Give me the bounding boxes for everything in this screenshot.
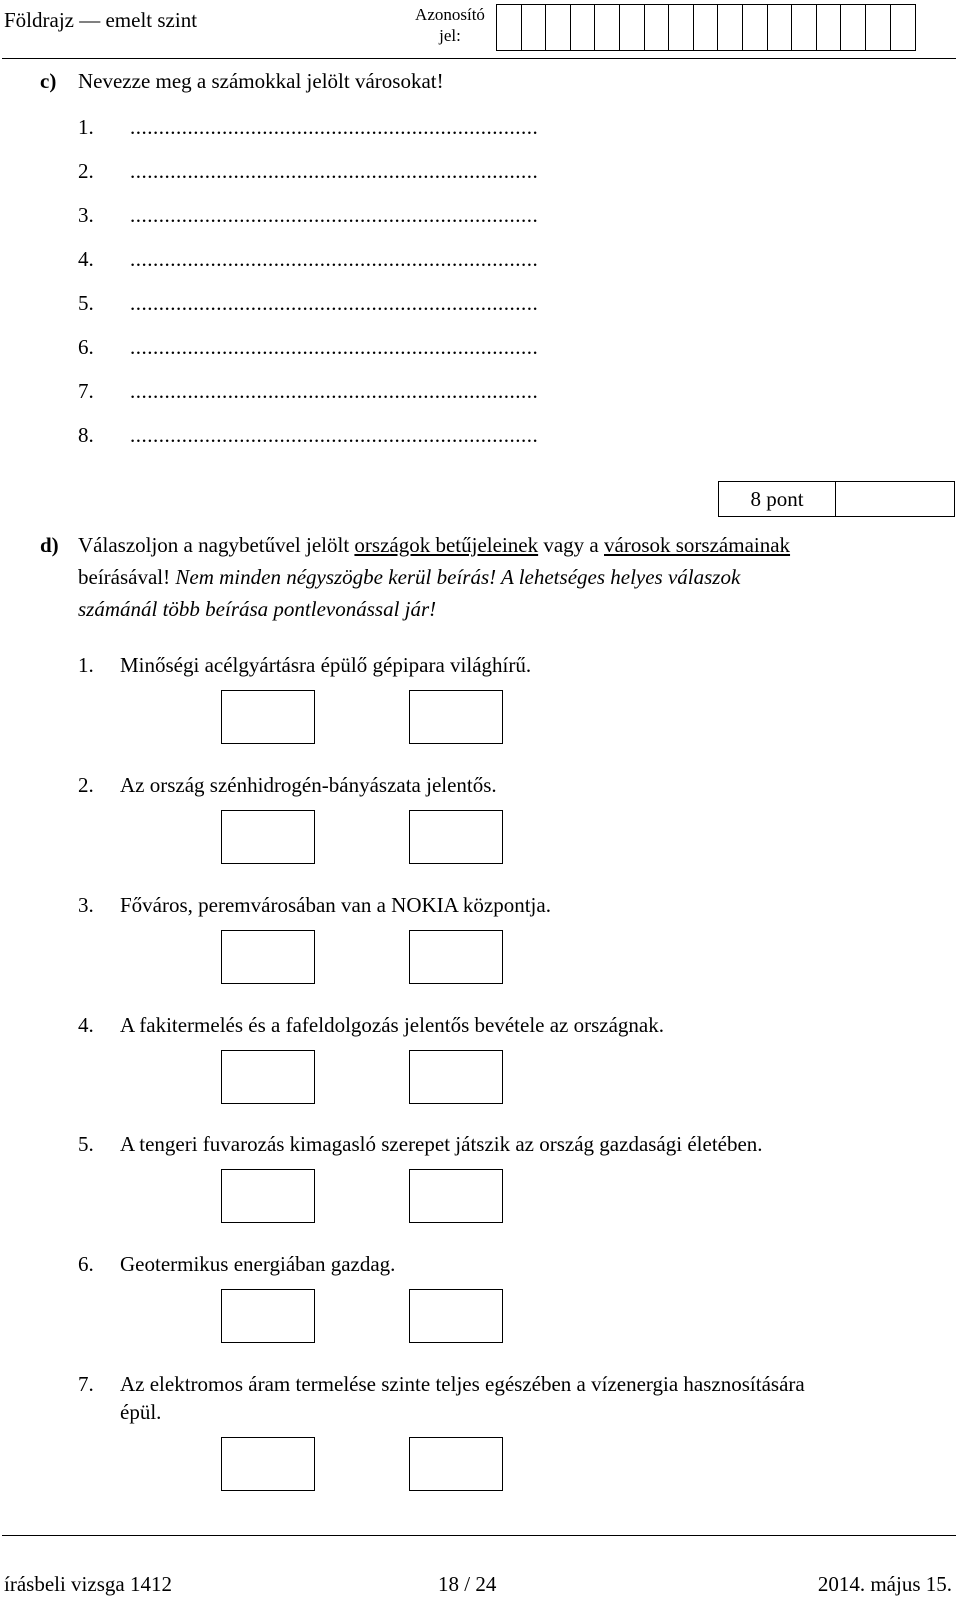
id-cell[interactable] (792, 5, 817, 50)
id-cell[interactable] (768, 5, 793, 50)
footer-divider (2, 1535, 956, 1536)
header-title: Földrajz — emelt szint (4, 8, 198, 32)
city-answer-line[interactable]: ....................................................................... (130, 159, 539, 183)
city-number: 5. (78, 291, 94, 315)
footer-page-number: 18 / 24 (438, 1572, 497, 1596)
part-c-question: Nevezze meg a számokkal jelölt városokat! (78, 69, 444, 93)
answer-box[interactable] (409, 1169, 503, 1223)
points-score-field[interactable] (836, 482, 954, 516)
statement-text: A fakitermelés és a fafeldolgozás jelentős bevétele az országnak. (120, 1013, 665, 1037)
id-cell[interactable] (497, 5, 522, 50)
header-divider (2, 58, 956, 59)
answer-box[interactable] (409, 810, 503, 864)
statement-number: 7. (78, 1372, 94, 1396)
statement-text: A tengeri fuvarozás kimagasló szerepet játszik az ország gazdasági életében. (120, 1132, 763, 1156)
answer-box[interactable] (221, 690, 315, 744)
points-box (718, 481, 955, 517)
id-cell[interactable] (866, 5, 891, 50)
city-number: 6. (78, 335, 94, 359)
answer-box[interactable] (409, 690, 503, 744)
answer-box[interactable] (409, 1437, 503, 1491)
statement-text: Az ország szénhidrogén-bányászata jelentős. (120, 773, 497, 797)
city-number: 4. (78, 247, 94, 271)
part-d-letter: d) (40, 533, 59, 557)
city-answer-line[interactable]: ....................................................................... (130, 247, 539, 271)
answer-box[interactable] (221, 930, 315, 984)
footer-date: 2014. május 15. (817, 1572, 952, 1596)
statement-text: Főváros, peremvárosában van a NOKIA központja. (120, 893, 551, 917)
part-d-instruction: beírásával! Nem minden négyszögbe kerül beírás! A lehetséges helyes válaszok (78, 565, 741, 589)
city-number: 7. (78, 379, 94, 403)
city-number: 8. (78, 423, 94, 447)
part-d-instruction-2: számánál több beírása pontlevonással jár! (78, 597, 437, 621)
id-cell[interactable] (645, 5, 670, 50)
city-answer-line[interactable]: ....................................................................... (130, 379, 539, 403)
answer-box[interactable] (409, 1050, 503, 1104)
city-answer-line[interactable]: ....................................................................... (130, 203, 539, 227)
answer-box[interactable] (221, 1289, 315, 1343)
city-answer-line[interactable]: ....................................................................... (130, 115, 539, 139)
id-cell[interactable] (595, 5, 620, 50)
points-label: 8 pont (719, 482, 836, 516)
statement-text: Geotermikus energiában gazdag. (120, 1252, 396, 1276)
statement-number: 3. (78, 893, 94, 917)
answer-box[interactable] (221, 1050, 315, 1104)
id-label: Azonosító jel: (415, 5, 485, 45)
city-number: 2. (78, 159, 94, 183)
id-cell[interactable] (620, 5, 645, 50)
answer-box[interactable] (409, 930, 503, 984)
id-cell[interactable] (817, 5, 842, 50)
statement-text: Minőségi acélgyártásra épülő gépipara világhírű. (120, 653, 532, 677)
statement-text-continued: épül. (120, 1400, 162, 1424)
id-cell[interactable] (669, 5, 694, 50)
statement-number: 4. (78, 1013, 94, 1037)
statement-number: 6. (78, 1252, 94, 1276)
part-d-intro: Válaszoljon a nagybetűvel jelölt országok betűjeleinek vagy a városok sorszámainak (78, 533, 791, 557)
statement-number: 1. (78, 653, 94, 677)
id-cell[interactable] (718, 5, 743, 50)
id-cell[interactable] (891, 5, 916, 50)
id-cell[interactable] (841, 5, 866, 50)
city-number: 3. (78, 203, 94, 227)
city-answer-line[interactable]: ....................................................................... (130, 335, 539, 359)
city-number: 1. (78, 115, 94, 139)
footer-exam-code: írásbeli vizsga 1412 (4, 1572, 172, 1596)
answer-box[interactable] (221, 1169, 315, 1223)
answer-box[interactable] (409, 1289, 503, 1343)
id-cell[interactable] (546, 5, 571, 50)
part-c-letter: c) (40, 69, 57, 93)
id-cell[interactable] (571, 5, 596, 50)
answer-box[interactable] (221, 810, 315, 864)
id-cell[interactable] (743, 5, 768, 50)
statement-text: Az elektromos áram termelése szinte teljes egészében a vízenergia hasznosítására (120, 1372, 805, 1396)
id-cell[interactable] (522, 5, 547, 50)
city-answer-line[interactable]: ....................................................................... (130, 291, 539, 315)
statement-number: 2. (78, 773, 94, 797)
city-answer-line[interactable]: ....................................................................... (130, 423, 539, 447)
id-cell[interactable] (694, 5, 719, 50)
answer-box[interactable] (221, 1437, 315, 1491)
id-input-grid[interactable] (496, 4, 916, 51)
statement-number: 5. (78, 1132, 94, 1156)
